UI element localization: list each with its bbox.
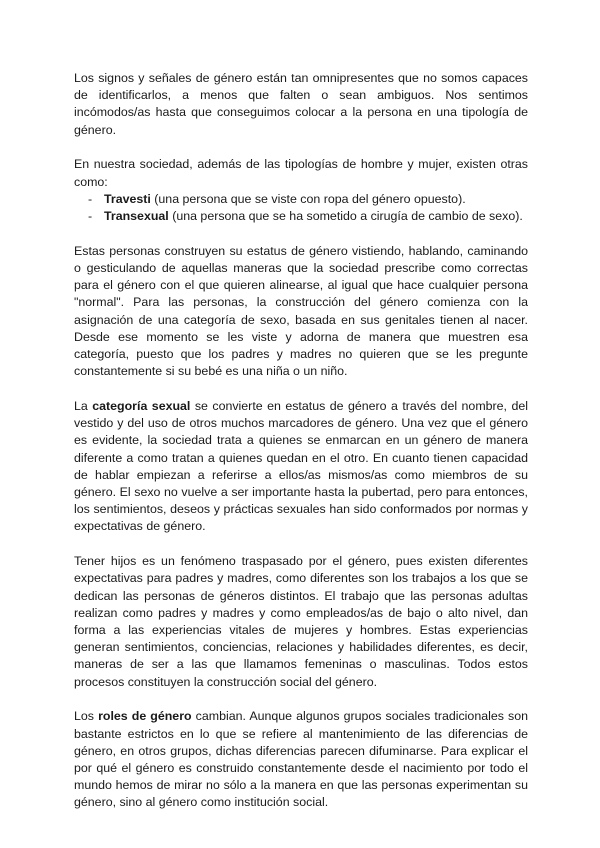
paragraph-signos: Los signos y señales de género están tan omnipresentes que no somos capaces de identificarlos, a menos que falten o sean ambiguos. Nos sentimos incómodos/as hasta que conseguimos colocar a la persona en una tipología de género. (74, 71, 528, 137)
paragraph-tener-hijos: Tener hijos es un fenómeno traspasado por el género, pues existen diferentes expectativas para padres y madres, como diferentes son los trabajos a los que se dedican las personas de géneros distintos. El trabajo que las personas adultas realizan como padres y madres y como empleados/as de bajo o alto nivel, dan forma a las experiencias vitales de mujeres y hombres. Estas experiencias generan sentimientos, conciencias, relaciones y habilidades diferentes, es decir, maneras de ser a las que llamamos femeninas o masculinas. Todos estos procesos constituyen la construcción social del género. (74, 554, 528, 689)
dash-bullet: - (88, 209, 93, 224)
term-roles-genero: roles de género (98, 709, 192, 724)
list-item-travesti (74, 191, 528, 208)
tipologias-list (74, 191, 528, 225)
document-page (74, 70, 528, 829)
paragraph-categoria-sexual (74, 398, 528, 536)
roles-lead: Los (74, 709, 99, 724)
paragraph-tipologias-intro: En nuestra sociedad, además de las tipologías de hombre y mujer, existen otras como: (74, 157, 528, 189)
dash-bullet: - (88, 191, 93, 206)
term-travesti: Travesti (104, 191, 151, 206)
desc-travesti: (una persona que se viste con ropa del género opuesto). (150, 191, 466, 206)
paragraph-estatus-genero: Estas personas construyen su estatus de género vistiendo, hablando, caminando o gesticulando de aquellas maneras que la sociedad prescribe como correctas para el género con el que quieren alinearse, al igual que hace cualquier persona "normal". Para las personas, la construcción del género comienza con la asignación de una categoría de sexo, basada en sus genitales tienen al nacer. Desde ese momento se les viste y adorna de manera que muestren esa categoría, puesto que los padres y madres no quieren que se les pregunte constantemente si su bebé es una niña o un niño. (74, 243, 528, 379)
list-item-transexual (74, 208, 528, 225)
categoria-rest: se convierte en estatus de género a través del nombre, del vestido y del uso de otros muchos marcadores de género. Una vez que el género es evidente, la sociedad trata a quienes se enmarcan en un género de manera diferente a como tratan a quienes quedan en el otro. En cuanto tienen capacidad de hablar empiezan a referirse a ellos/as mismos/as como miembros de su género. El sexo no vuelve a ser importante hasta la pubertad, pero para entonces, los sentimientos, deseos y prácticas sexuales han sido conformados por normas y expectativas de género. (74, 399, 528, 534)
term-categoria-sexual: categoría sexual (92, 399, 191, 414)
paragraph-roles-genero (74, 708, 528, 811)
term-transexual: Transexual (104, 209, 169, 224)
roles-rest: cambian. Aunque algunos grupos sociales tradicionales son bastante estrictos en lo que se refiere al mantenimiento de las diferencias de género, en otros grupos, dichas diferencias parecen difuminarse. Para explicar el por qué el género es construido constantemente desde el nacimiento por todo el mundo hemos de mirar no sólo a la manera en que las personas experimentan su género, sino al género como institución social. (74, 709, 528, 810)
categoria-lead: La (74, 399, 93, 414)
desc-transexual: (una persona que se ha sometido a cirugía de cambio de sexo). (168, 209, 523, 224)
